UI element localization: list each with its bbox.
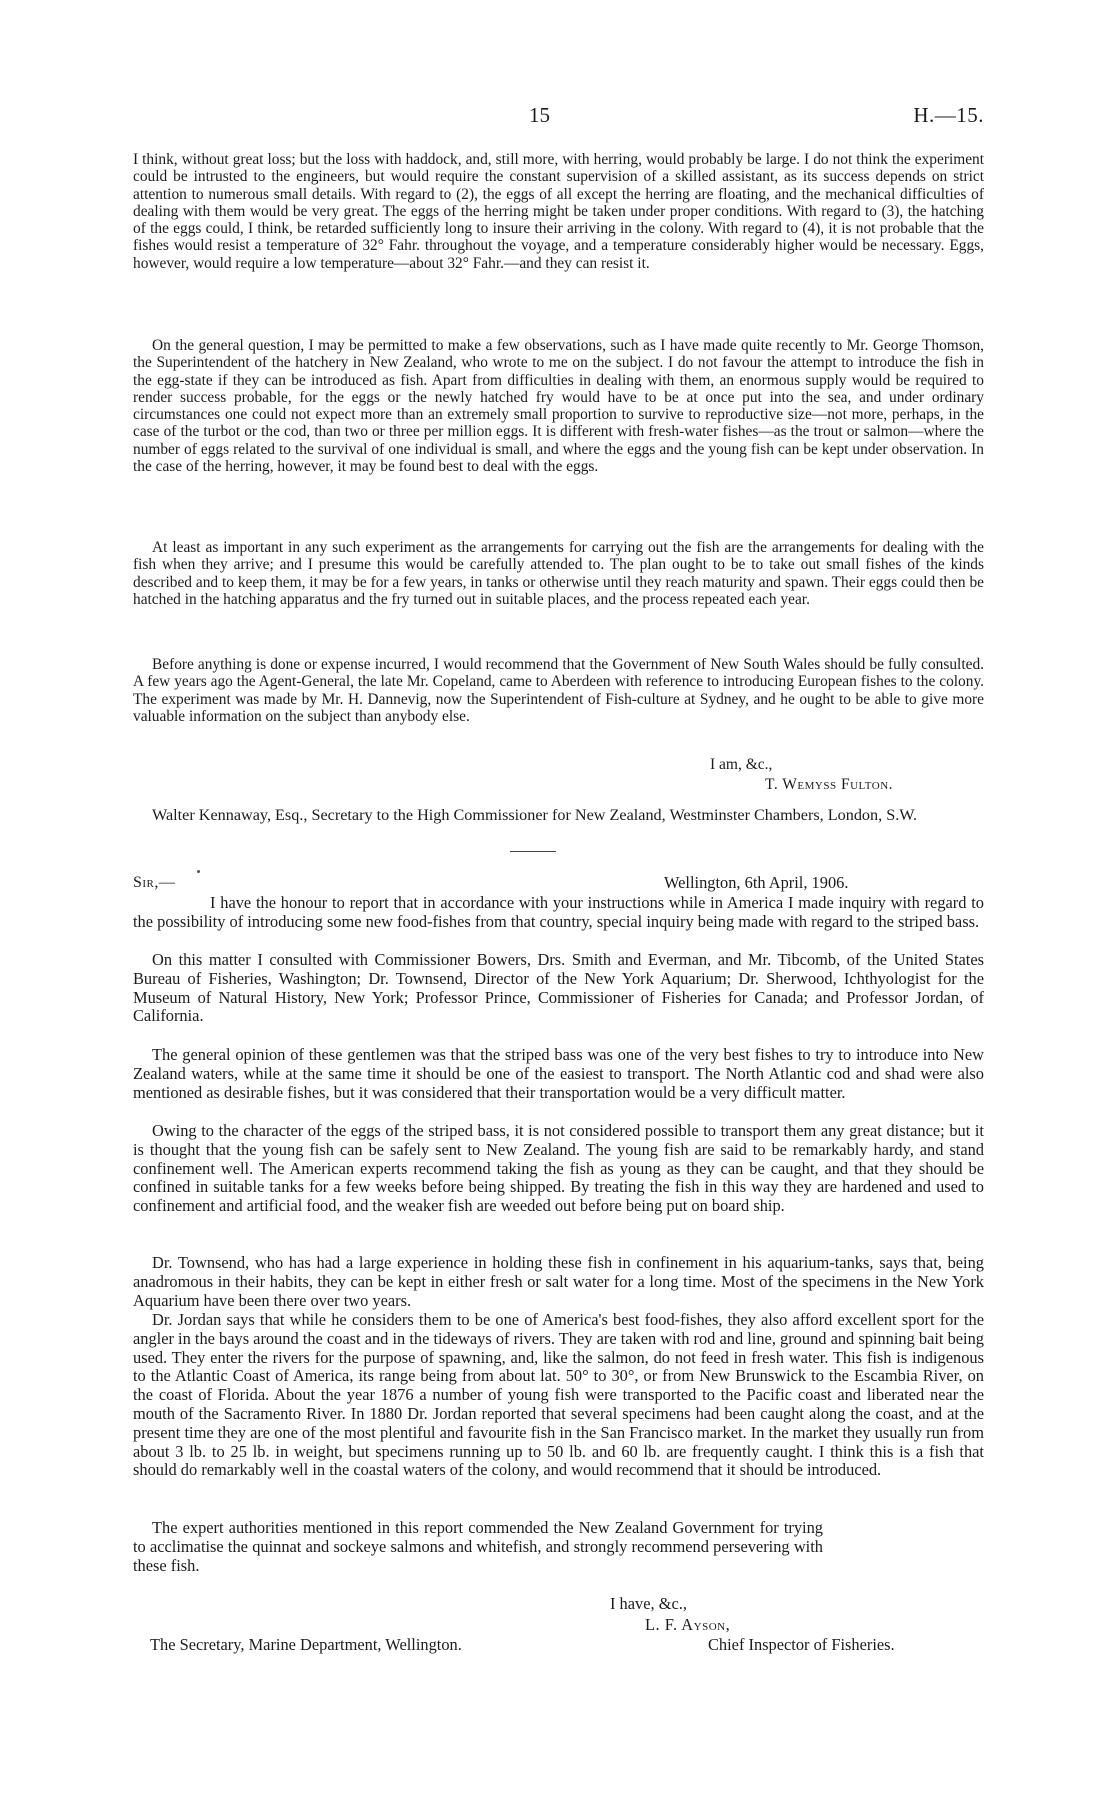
page-number: 15 xyxy=(529,103,550,127)
letter2-closing: I have, &c., xyxy=(610,1594,687,1613)
document-reference: H.—15. xyxy=(913,103,984,127)
letter1-paragraph: At least as important in any such experiment as the arrangements for carrying out the fish are the arrangements for dealing with the fish when they arrive; and I presume this would be carefully attended to. The plan ought to be to take out small fishes of the kinds described and to keep them, it may be for a few years, in tanks or otherwise until they reach maturity and spawn. Their eggs could then be hatched in the hatching apparatus and the fry turned out in suitable places, and the process repeated each year. xyxy=(133,539,984,608)
section-divider xyxy=(510,851,556,852)
letter1-signature: T. Wemyss Fulton. xyxy=(765,776,894,793)
letter1-paragraph: Before anything is done or expense incurred, I would recommend that the Government of New South Wales should be fully consulted. A few years ago the Agent-General, the late Mr. Copeland, came to Aberdeen with reference to introducing European fishes to the colony. The experiment was made by Mr. H. Dannevig, now the Superintendent of Fish-culture at Sydney, and he ought to be able to give more valuable information on the subject than anybody else. xyxy=(133,656,984,725)
letter2-paragraph: I have the honour to report that in accordance with your instructions while in America I made inquiry with regard to the possibility of introducing some new food-fishes from that country, special inquiry being made with regard to the striped bass. xyxy=(133,893,984,931)
letter2-dateline: Wellington, 6th April, 1906. xyxy=(664,873,849,892)
letter2-paragraph: On this matter I consulted with Commissioner Bowers, Drs. Smith and Everman, and Mr. Tibcomb, of the United States Bureau of Fisheries, Washington; Dr. Townsend, Director of the New York Aquarium; Dr. Sherwood, Ichthyologist for the Museum of Natural History, New York; Professor Prince, Commissioner of Fisheries for Canada; and Professor Jordan, of California. xyxy=(133,950,984,1026)
letter2-signature: L. F. Ayson, xyxy=(645,1615,731,1634)
letter2-paragraph: Dr. Jordan says that while he considers them to be one of America's best food-fishes, they also afford excellent sport for the angler in the bays around the coast and in the tideways of rivers. They are taken with rod and line, ground and spinning bait being used. They enter the rivers for the purpose of spawning, and, like the salmon, do not feed in fresh water. This fish is indigenous to the Atlantic Coast of America, its range being from about lat. 50° to 30°, or from New Brunswick to the Escambia River, on the coast of Florida. About the year 1876 a number of young fish were transported to the Pacific coast and liberated near the mouth of the Sacramento River. In 1880 Dr. Jordan reported that several specimens had been caught along the coast, and at the present time they are one of the most plentiful and favourite fish in the San Francisco market. In the market they usually run from about 3 lb. to 25 lb. in weight, but specimens running up to 50 lb. and 60 lb. are frequently caught. I think this is a fish that should do remarkably well in the coastal waters of the colony, and would recommend that it should be introduced. xyxy=(133,1310,984,1480)
letter2-paragraph: Owing to the character of the eggs of the striped bass, it is not considered possible to transport them any great distance; but it is thought that the young fish can be safely sent to New Zealand. The young fish are said to be remarkably hardy, and stand confinement well. The American experts recommend taking the fish as young as they can be caught, and that they should be confined in suitable tanks for a few weeks before being shipped. By treating the fish in this way they are hardened and used to confinement and artificial food, and the weaker fish are weeded out before being put on board ship. xyxy=(133,1121,984,1216)
letter2-paragraph: The general opinion of these gentlemen was that the striped bass was one of the very best fishes to try to introduce into New Zealand waters, while at the same time it should be one of the easiest to transport. The North Atlantic cod and shad were also mentioned as desirable fishes, but it was considered that their transportation would be a very difficult matter. xyxy=(133,1045,984,1102)
letter2-signatory-title: Chief Inspector of Fisheries. xyxy=(708,1635,895,1654)
letter2-salutation: Sir,— xyxy=(133,874,176,891)
letter1-paragraph: I think, without great loss; but the loss with haddock, and, still more, with herring, would probably be large. I do not think the experiment could be intrusted to the engineers, but would require the constant supervision of a skilled assistant, as its success depends on strict attention to numerous small details. With regard to (2), the eggs of all except the herring are floating, and the mechanical difficulties of dealing with them would be very great. The eggs of the herring might be taken under proper conditions. With regard to (3), the hatching of the eggs could, I think, be retarded sufficiently long to insure their arriving in the colony. With regard to (4), it is not probable that the fishes would resist a temperature of 32° Fahr. throughout the voyage, and a temperature considerably higher would be necessary. Eggs, however, would require a low temperature—about 32° Fahr.—and they can resist it. xyxy=(133,151,984,272)
letter1-closing: I am, &c., xyxy=(710,756,773,773)
letter1-addressee: Walter Kennaway, Esq., Secretary to the High Commissioner for New Zealand, Westminster Chambers, London, S.W. xyxy=(152,806,918,824)
letter2-paragraph: Dr. Townsend, who has had a large experience in holding these fish in confinement in his aquarium-tanks, says that, being anadromous in their habits, they can be kept in either fresh or salt water for a long time. Most of the specimens in the New York Aquarium have been there over two years. xyxy=(133,1253,984,1310)
letter2-addressee: The Secretary, Marine Department, Wellington. xyxy=(150,1635,462,1654)
letter1-paragraph: On the general question, I may be permitted to make a few observations, such as I have made quite recently to Mr. George Thomson, the Superintendent of the hatchery in New Zealand, who wrote to me on the subject. I do not favour the attempt to introduce the fish in the egg-state if they can be introduced as fish. Apart from difficulties in dealing with them, an enormous supply would be required to render success probable, for the eggs or the newly hatched fry would have to be at once put into the sea, and under ordinary circumstances one could not expect more than an extremely small proportion to survive to reproductive size—not more, perhaps, in the case of the turbot or the cod, than two or three per million eggs. It is different with fresh-water fishes—as the trout or salmon—where the number of eggs related to the survival of one individual is small, and where the eggs and the young fish can be kept under observation. In the case of the herring, however, it may be found best to deal with the eggs. xyxy=(133,337,984,476)
letter2-paragraph: The expert authorities mentioned in this report commended the New Zealand Government for trying to acclimatise the quinnat and sockeye salmons and whitefish, and strongly recommend persevering with these fish. xyxy=(133,1518,823,1575)
stray-mark xyxy=(197,870,200,873)
